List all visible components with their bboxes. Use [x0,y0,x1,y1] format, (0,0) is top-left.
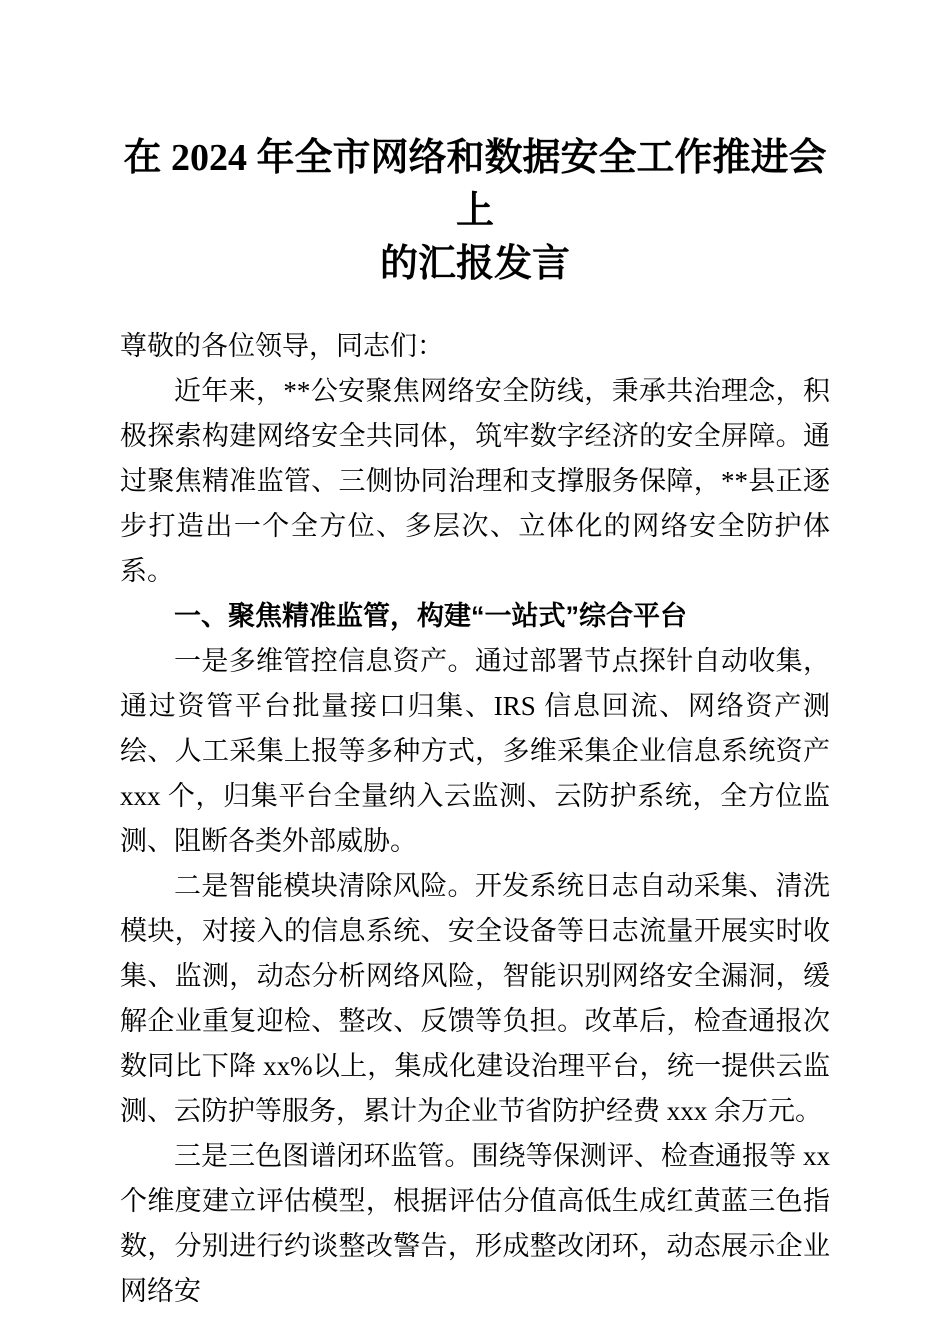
point-paragraph-1: 一是多维管控信息资产。通过部署节点探针自动收集，通过资管平台批量接口归集、IRS 信息回流、网络资产测绘、人工采集上报等多种方式，多维采集企业信息系统资产 xxx 个，归集平台全量纳入云监测、云防护系统，全方位监测、阻断各类外部威胁。 [120,646,830,856]
document-body [120,324,830,1314]
salutation-line: 尊敬的各位领导，同志们： [120,331,444,361]
section-heading-1: 一、聚焦精准监管，构建“一站式”综合平台 [174,601,687,631]
document-content [120,0,830,1314]
document-title-line-1: 在 2024 年全市网络和数据安全工作推进会上 [123,137,827,232]
document-title-line-2: 的汇报发言 [379,243,570,285]
intro-paragraph: 近年来，**公安聚焦网络安全防线，秉承共治理念，积极探索构建网络安全共同体，筑牢数字经济的安全屏障。通过聚焦精准监管、三侧协同治理和支撑服务保障，**县正逐步打造出一个全方位、多层次、立体化的网络安全防护体系。 [120,376,830,586]
point-paragraph-2: 二是智能模块清除风险。开发系统日志自动采集、清洗模块，对接入的信息系统、安全设备等日志流量开展实时收集、监测，动态分析网络风险，智能识别网络安全漏洞，缓解企业重复迎检、整改、反馈等负担。改革后，检查通报次数同比下降 xx%以上，集成化建设治理平台，统一提供云监测、云防护等服务，累计为企业节省防护经费 xxx 余万元。 [120,871,830,1126]
document-title [120,132,830,291]
point-paragraph-3: 三是三色图谱闭环监管。围绕等保测评、检查通报等 xx 个维度建立评估模型，根据评估分值高低生成红黄蓝三色指数，分别进行约谈整改警告，形成整改闭环，动态展示企业网络安 [120,1141,830,1306]
